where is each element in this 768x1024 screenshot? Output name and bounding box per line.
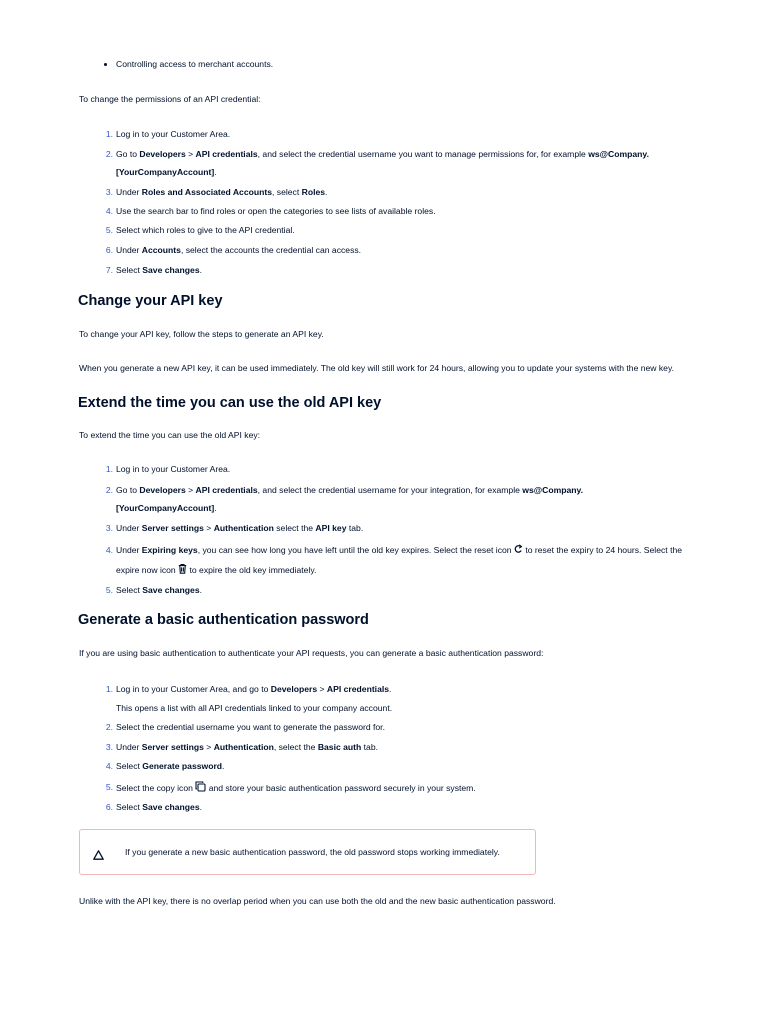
step-number: 1. — [105, 129, 113, 139]
section-heading-extend-key: Extend the time you can use the old API key — [78, 395, 382, 411]
extend-step-5: Select Save changes. — [116, 585, 202, 595]
permissions-intro: To change the permissions of an API credential: — [79, 94, 261, 104]
step-number: 1. — [105, 684, 113, 694]
step-number: 1. — [105, 464, 113, 474]
warning-icon — [93, 847, 104, 865]
basic-auth-step-5: Select the copy icon and store your basic authentication password securely in your system. — [116, 783, 476, 793]
step-number: 5. — [105, 782, 113, 792]
step-number: 6. — [105, 245, 113, 255]
extend-step-3: Under Server settings > Authentication select the API key tab. — [116, 523, 364, 533]
extend-step-4-cont: expire now icon to expire the old key immediately. — [116, 565, 317, 575]
step-number: 4. — [105, 206, 113, 216]
section-heading-change-api-key: Change your API key — [78, 293, 223, 309]
bullet-dot — [104, 63, 107, 66]
extend-step-2-cont: [YourCompanyAccount]. — [116, 503, 217, 513]
extend-step-1: Log in to your Customer Area. — [116, 464, 231, 474]
intro-bullet-text: Controlling access to merchant accounts. — [116, 59, 274, 69]
step-number: 4. — [105, 545, 113, 555]
permissions-step-2: Go to Developers > API credentials, and select the credential username you want to manage permissions for, for example ws@Company. — [116, 149, 649, 159]
reset-icon — [514, 544, 523, 557]
change-key-paragraph-2: When you generate a new API key, it can be used immediately. The old key will still work for 24 hours, allowing you to update your systems with the new key. — [79, 363, 675, 373]
copy-icon — [195, 781, 206, 795]
basic-auth-step-1: Log in to your Customer Area, and go to Developers > API credentials. — [116, 684, 392, 694]
permissions-step-5: Select which roles to give to the API credential. — [116, 225, 295, 235]
extend-step-2: Go to Developers > API credentials, and select the credential username for your integration, for example ws@Company. — [116, 485, 584, 495]
basic-auth-intro: If you are using basic authentication to authenticate your API requests, you can generate a basic authentication password: — [79, 648, 544, 658]
change-key-paragraph-1: To change your API key, follow the steps to generate an API key. — [79, 329, 324, 339]
permissions-step-4: Use the search bar to find roles or open the categories to see lists of available roles. — [116, 206, 436, 216]
basic-auth-outro: Unlike with the API key, there is no overlap period when you can use both the old and the new basic authentication password. — [79, 896, 556, 906]
step-number: 2. — [105, 149, 113, 159]
trash-icon — [178, 564, 187, 577]
step-number: 2. — [105, 722, 113, 732]
step-number: 7. — [105, 265, 113, 275]
warning-text: If you generate a new basic authentication password, the old password stops working immediately. — [125, 847, 500, 857]
step-number: 6. — [105, 802, 113, 812]
step-number: 5. — [105, 225, 113, 235]
step-number: 2. — [105, 485, 113, 495]
basic-auth-step-6: Select Save changes. — [116, 802, 202, 812]
basic-auth-step-1-cont: This opens a list with all API credentials linked to your company account. — [116, 703, 393, 713]
step-number: 3. — [105, 523, 113, 533]
permissions-step-6: Under Accounts, select the accounts the credential can access. — [116, 245, 362, 255]
extend-step-4: Under Expiring keys, you can see how long you have left until the old key expires. Select the reset icon to reset the expiry to 24 hours. Select the — [116, 545, 683, 555]
extend-intro: To extend the time you can use the old API key: — [79, 430, 261, 440]
permissions-step-1: Log in to your Customer Area. — [116, 129, 231, 139]
permissions-step-7: Select Save changes. — [116, 265, 202, 275]
section-heading-basic-auth: Generate a basic authentication password — [78, 612, 369, 628]
basic-auth-step-2: Select the credential username you want to generate the password for. — [116, 722, 385, 732]
step-number: 3. — [105, 742, 113, 752]
step-number: 5. — [105, 585, 113, 595]
step-number: 3. — [105, 187, 113, 197]
permissions-step-2-cont: [YourCompanyAccount]. — [116, 167, 217, 177]
warning-callout — [79, 829, 536, 875]
permissions-step-3: Under Roles and Associated Accounts, select Roles. — [116, 187, 328, 197]
basic-auth-step-3: Under Server settings > Authentication, select the Basic auth tab. — [116, 742, 379, 752]
step-number: 4. — [105, 761, 113, 771]
basic-auth-step-4: Select Generate password. — [116, 761, 225, 771]
